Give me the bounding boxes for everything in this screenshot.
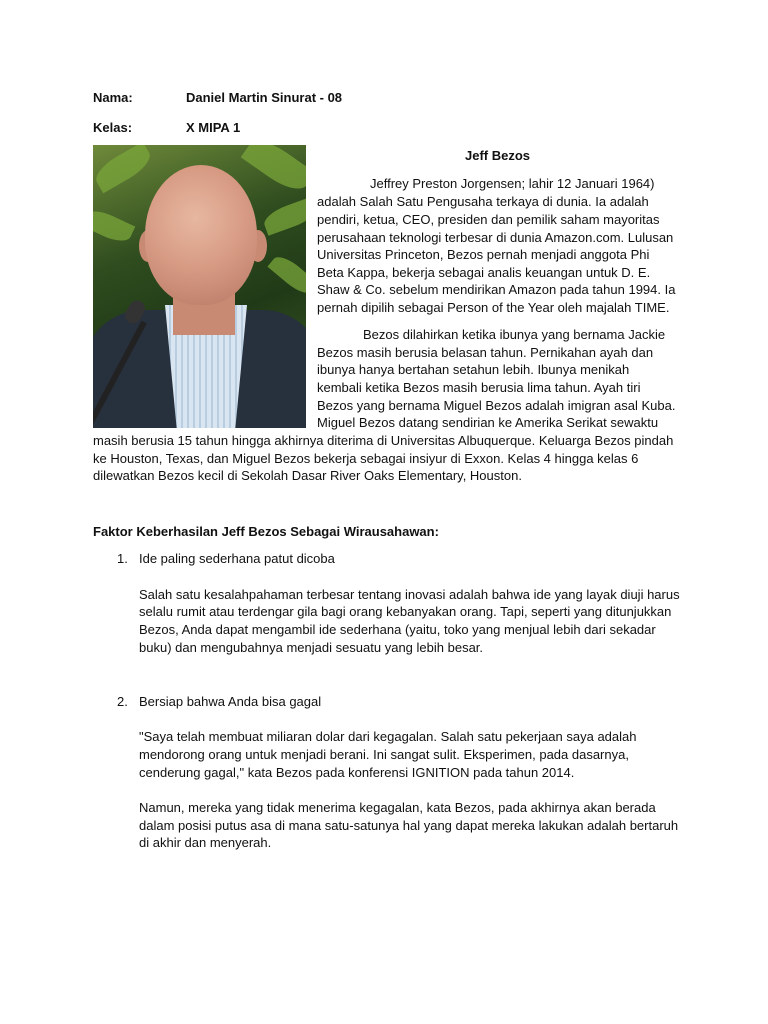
list-item-title: Ide paling sederhana patut dicoba bbox=[139, 551, 335, 566]
name-label: Nama: bbox=[93, 90, 133, 105]
article-line: kembali ketika Bezos masih berusia lima tahun. Ayah tiri bbox=[317, 380, 641, 395]
article-line: perusahaan teknologi terbesar di dunia Amazon.com. Lulusan bbox=[317, 230, 674, 245]
list-item-number: 2. bbox=[117, 694, 128, 709]
bezos-photo bbox=[93, 145, 306, 428]
list-item-line: dalam posisi putus asa di mana satu-satunya hal yang dapat mereka lakukan adalah bertaruh bbox=[139, 818, 679, 833]
list-item-line: selalu rumit atau terdengar gila bagi orang kebanyakan orang. Tapi, seperti yang ditunjukkan bbox=[139, 604, 672, 619]
list-item-line: cenderung gagal," kata Bezos pada konferensi IGNITION pada tahun 2014. bbox=[139, 765, 575, 780]
list-item-line: Namun, mereka yang tidak menerima kegagalan, kata Bezos, pada akhirnya akan berada bbox=[139, 800, 656, 815]
article-line: dilewatkan Bezos kecil di Sekolah Dasar River Oaks Elementary, Houston. bbox=[93, 468, 522, 483]
article-line: Universitas Princeton, Bezos pernah menjadi anggota Phi bbox=[317, 247, 650, 262]
list-item-title: Bersiap bahwa Anda bisa gagal bbox=[139, 694, 322, 709]
list-item-line: "Saya telah membuat miliaran dolar dari kegagalan. Salah satu pekerjaan saya adalah bbox=[139, 729, 637, 744]
class-value: X MIPA 1 bbox=[186, 120, 241, 135]
article-title: Jeff Bezos bbox=[465, 148, 531, 163]
article-line: adalah Salah Satu Pengusaha terkaya di dunia. Ia adalah bbox=[317, 194, 649, 209]
article-line: Bezos dilahirkan ketika ibunya yang bernama Jackie bbox=[363, 327, 666, 342]
article-line: Bezos masih berusia belasan tahun. Pernikahan ayah dan bbox=[317, 345, 654, 360]
article-line: ke Houston, Texas, dan Miguel Bezos bekerja sebagai insiyur di Exxon. Kelas 4 hingga kelas 6 bbox=[93, 451, 639, 466]
list-item-line: di akhir dan menyerah. bbox=[139, 835, 272, 850]
article-line: masih berusia 15 tahun hingga akhirnya diterima di Universitas Albuquerque. Keluarga Bezos pindah bbox=[93, 433, 674, 448]
article-line: Bezos yang bernama Miguel Bezos adalah imigran asal Kuba. bbox=[317, 398, 676, 413]
list-item-number: 1. bbox=[117, 551, 128, 566]
article-line: Beta Kappa, bekerja sebagai analis keuangan untuk D. E. bbox=[317, 265, 651, 280]
class-label: Kelas: bbox=[93, 120, 133, 135]
article-line: pendiri, ketua, CEO, presiden dan pemilik saham mayoritas bbox=[317, 212, 660, 227]
list-item-line: Bezos, Anda dapat mengambil ide sederhana (yaitu, toko yang menjual lebih dari sekadar bbox=[139, 622, 656, 637]
list-item-line: buku) dan mengubahnya menjadi sesuatu yang lebih besar. bbox=[139, 640, 484, 655]
list-item-line: mendorong orang untuk menjadi berani. Ini sangat sulit. Eksperimen, pada dasarnya, bbox=[139, 747, 629, 762]
article-line: pernah dipilih sebagai Person of the Year oleh majalah TIME. bbox=[317, 300, 670, 315]
section-heading: Faktor Keberhasilan Jeff Bezos Sebagai Wirausahawan: bbox=[93, 524, 439, 539]
article-line: Miguel Bezos datang sendirian ke Amerika Serikat sewaktu bbox=[317, 415, 659, 430]
name-value: Daniel Martin Sinurat - 08 bbox=[186, 90, 343, 105]
article-line: Shaw & Co. sebelum mendirikan Amazon pada tahun 1994. Ia bbox=[317, 282, 676, 297]
article-line: ibunya hanya bertahan setahun lebih. Ibunya menikah bbox=[317, 362, 630, 377]
article-line: Jeffrey Preston Jorgensen; lahir 12 Januari 1964) bbox=[370, 176, 655, 191]
list-item-line: Salah satu kesalahpahaman terbesar tentang inovasi adalah bahwa ide yang layak diuji harus bbox=[139, 587, 680, 602]
